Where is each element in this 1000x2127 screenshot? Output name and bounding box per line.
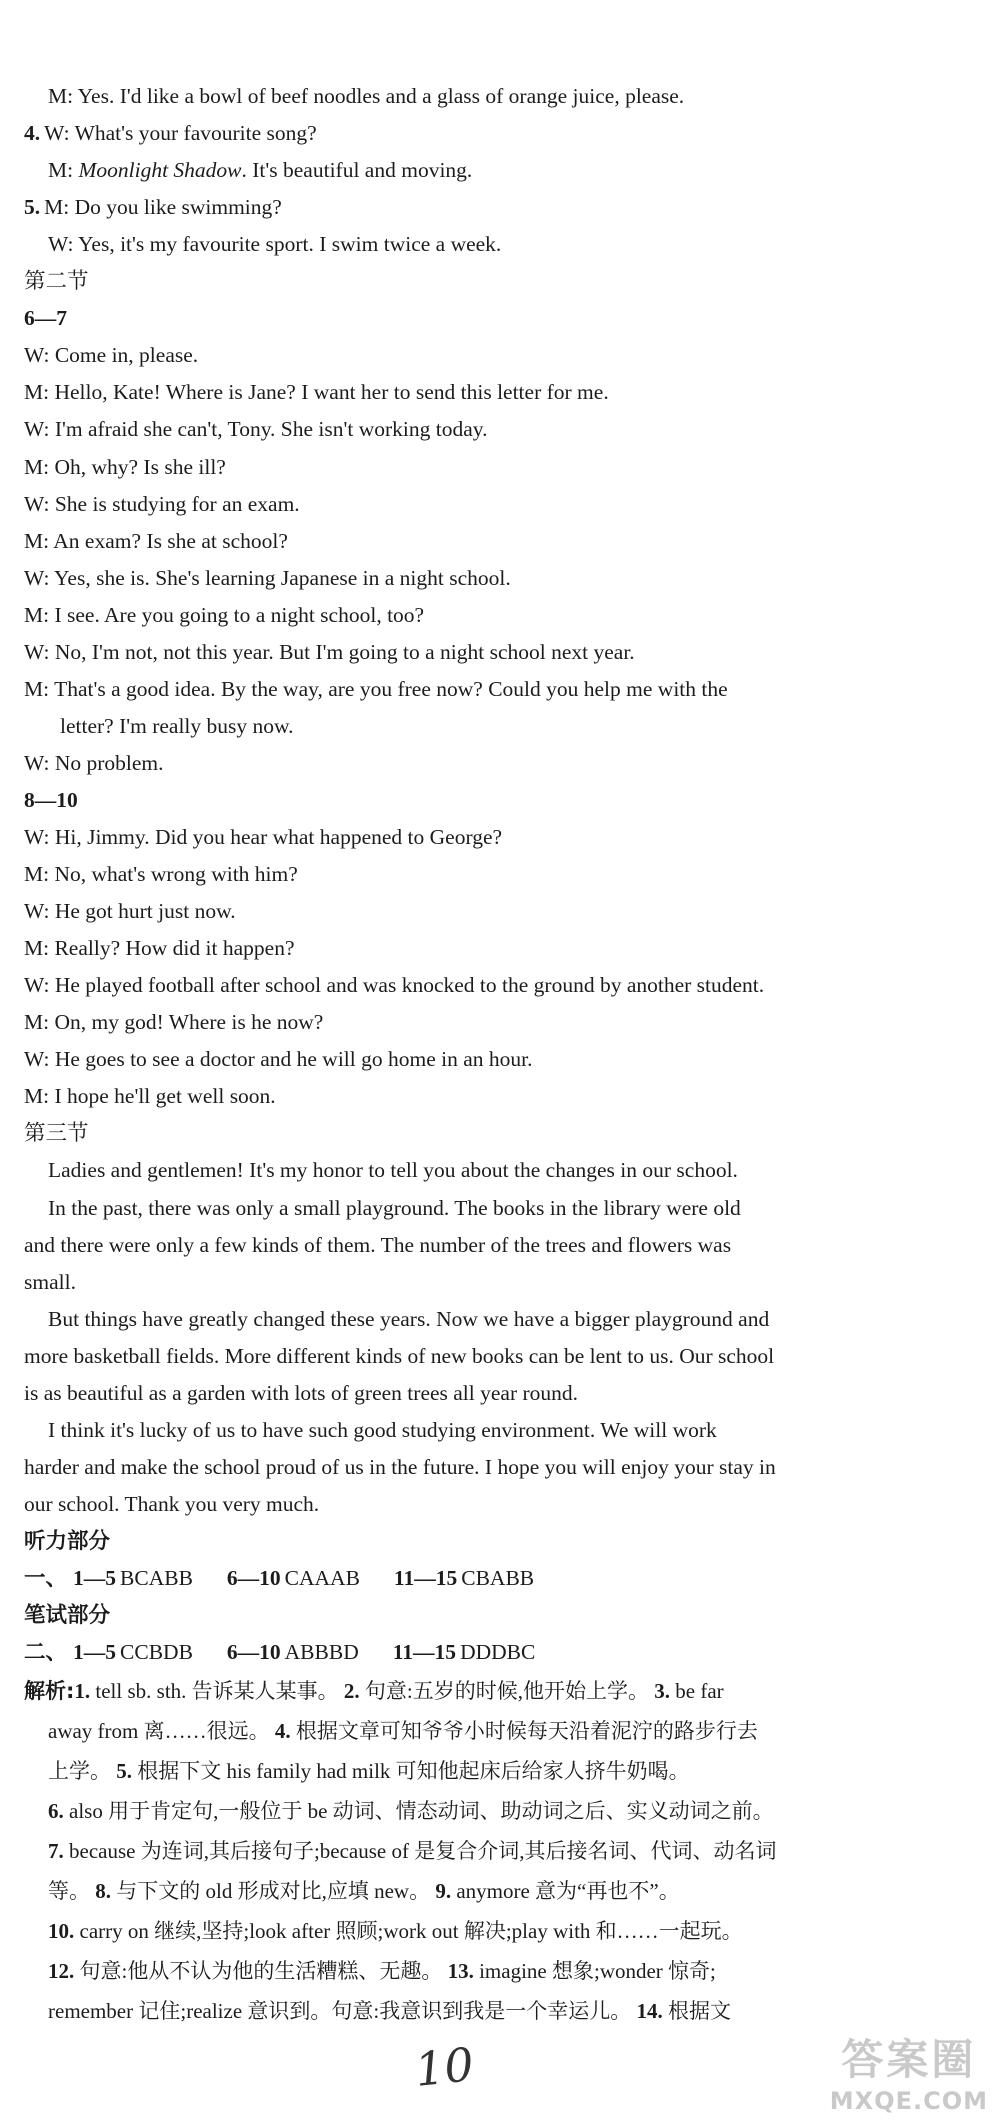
text-line [24, 1486, 930, 1523]
line-text: M: I hope he'll get well soon. [24, 1084, 276, 1109]
answer-letters: BCABB [120, 1566, 193, 1590]
explanation-text: be far [670, 1679, 724, 1704]
item-number: 14. [636, 1999, 663, 2024]
text-line [24, 560, 930, 597]
explanation-line [48, 1951, 930, 1991]
explanation-text: 上学。 [48, 1759, 117, 1784]
text-line [24, 1041, 930, 1078]
line-text: M: That's a good idea. By the way, are you free now? Could you help me with the [24, 676, 728, 701]
item-number: 8. [95, 1879, 111, 1904]
item-number: 13. [447, 1959, 474, 1984]
line-text: W: What's your favourite song? [44, 121, 317, 146]
line-text: I think it's lucky of us to have such good studying environment. We will work [48, 1417, 717, 1442]
text-run: . It's beautiful and moving. [241, 158, 473, 183]
answer-letters: CBABB [461, 1566, 535, 1590]
line-text: M: Yes. I'd like a bowl of beef noodles and a glass of orange juice, please. [48, 84, 685, 108]
answer-group [73, 1640, 193, 1664]
watermark-line2: MXQE.COM [829, 2087, 988, 2115]
watermark-line1: 答案圈 [841, 2035, 977, 2084]
item-number: 10. [48, 1919, 75, 1944]
line-text: W: She is studying for an exam. [24, 491, 300, 516]
explanation-line [48, 1871, 930, 1911]
line-text: W: He goes to see a doctor and he will go home in an hour. [24, 1047, 533, 1072]
line-text: more basketball fields. More different kinds of new books can be lent to us. Our school [24, 1343, 775, 1368]
answer-letters: CCBDB [120, 1640, 193, 1665]
listening-heading: 听力部分 [24, 1528, 111, 1554]
text-line [48, 1301, 930, 1338]
answer-letters: CAAAB [284, 1566, 360, 1590]
answer-range: 6—10 [226, 1566, 281, 1590]
explanation-text: 句意:他从不认为他的生活糟糕、无趣。 [74, 1959, 448, 1984]
text-line [48, 152, 930, 189]
text-line [24, 1115, 930, 1152]
answer-group [393, 1640, 536, 1664]
text-line [24, 856, 930, 893]
line-text: W: No problem. [24, 750, 164, 775]
answer-group [227, 1640, 359, 1664]
line-text: In the past, there was only a small playground. The books in the library were old [48, 1195, 741, 1220]
explanation-text: 根据下文 his family had milk 可知他起床后给家人挤牛奶喝。 [132, 1759, 690, 1784]
text-line [24, 300, 930, 337]
line-text: W: He got hurt just now. [24, 899, 236, 924]
item-number: 4. [24, 121, 41, 146]
explanation-line [48, 1831, 930, 1871]
line-text: small. [24, 1269, 76, 1294]
text-line [24, 967, 930, 1004]
written-answers [24, 1634, 930, 1671]
line-text: W: He played football after school and was knocked to the ground by another student. [24, 973, 765, 998]
line-text: harder and make the school proud of us in the future. I hope you will enjoy your stay in [24, 1454, 776, 1479]
line-text: W: No, I'm not, not this year. But I'm going to a night school next year. [24, 639, 635, 664]
answer-letters: ABBBD [284, 1640, 359, 1665]
explanation-line [48, 1911, 930, 1951]
answer-group [73, 1566, 193, 1590]
text-line [24, 1375, 930, 1412]
song-title: Moonlight Shadow [78, 158, 242, 183]
line-text: our school. Thank you very much. [24, 1491, 320, 1516]
explanation-label: 解析: [24, 1679, 75, 1704]
explanation-line [48, 1711, 930, 1751]
explanation-text: 等。 [48, 1879, 96, 1904]
text-line [24, 930, 930, 967]
line-text: W: Yes, it's my favourite sport. I swim twice a week. [48, 232, 502, 257]
answer-range: 1—5 [73, 1566, 117, 1590]
text-line [24, 819, 930, 856]
line-text: M: I see. Are you going to a night school, too? [24, 602, 425, 627]
explanation-line [48, 1791, 930, 1831]
text-line [24, 337, 930, 374]
text-line [24, 1227, 930, 1264]
explanation-text: 与下文的 old 形成对比,应填 new。 [111, 1879, 436, 1904]
line-text: W: Come in, please. [24, 343, 199, 368]
text-line [60, 708, 930, 745]
item-number: 5. [24, 195, 41, 220]
line-text: and there were only a few kinds of them. The number of the trees and flowers was [24, 1232, 732, 1257]
line-text: W: Hi, Jimmy. Did you hear what happened to George? [24, 825, 503, 849]
explanation-line [48, 1751, 930, 1791]
answer-range: 6—10 [226, 1640, 281, 1665]
line-text: M: No, what's wrong with him? [24, 862, 298, 887]
line-text: But things have greatly changed these years. Now we have a bigger playground and [48, 1306, 770, 1331]
line-text: M: An exam? Is she at school? [24, 528, 288, 553]
item-number: 7. [48, 1839, 64, 1864]
explanation-text: away from 离……很远。 [48, 1719, 275, 1744]
line-text: 8—10 [24, 787, 78, 812]
line-text: M: On, my god! Where is he now? [24, 1010, 324, 1035]
item-number: 9. [435, 1879, 452, 1904]
text-line [24, 449, 930, 486]
explanation-text: anymore 意为“再也不”。 [451, 1879, 680, 1904]
line-text: 6—7 [24, 306, 67, 331]
explanation-text: tell sb. sth. 告诉某人某事。 [90, 1679, 344, 1704]
line-text: W: I'm afraid she can't, Tony. She isn't working today. [24, 417, 488, 442]
text-line [24, 1338, 930, 1375]
text-line [24, 634, 930, 671]
watermark-logo [830, 2027, 988, 2115]
line-text: W: Yes, she is. She's learning Japanese in a night school. [24, 565, 511, 590]
line-text: letter? I'm really busy now. [60, 713, 294, 738]
text-line [24, 189, 930, 226]
written-heading: 笔试部分 [24, 1603, 111, 1629]
answer-letters: DDDBC [460, 1640, 536, 1665]
explanation-text: remember 记住;realize 意识到。句意:我意识到我是一个幸运儿。 [48, 1999, 637, 2024]
text-line [24, 115, 930, 152]
text-line [24, 782, 930, 819]
text-line [48, 78, 930, 115]
answer-range: 11—15 [393, 1566, 458, 1590]
explanation-text: 根据文章可知爷爷小时候每天沿着泥泞的路步行去 [290, 1719, 758, 1744]
text-line [24, 893, 930, 930]
item-number: 12. [48, 1959, 75, 1984]
section-label: 二、 [24, 1640, 68, 1666]
text-line [24, 745, 930, 782]
listening-answers [24, 1560, 930, 1597]
item-number: 1. [74, 1679, 91, 1704]
text-line [48, 226, 930, 263]
line-text: M: Oh, why? Is she ill? [24, 454, 226, 479]
text-line [24, 1078, 930, 1115]
answer-range: 11—15 [392, 1640, 457, 1665]
item-number: 5. [116, 1759, 132, 1784]
explanation-line [48, 1991, 930, 2031]
explanation-text: because 为连词,其后接句子;because of 是复合介词,其后接名词、代词、动名词 [63, 1839, 777, 1864]
text-line [48, 1412, 930, 1449]
text-line [24, 1264, 930, 1301]
explanation-text: 句意:五岁的时候,他开始上学。 [359, 1679, 655, 1704]
explanation-text: 根据文 [662, 1999, 731, 2024]
explanation-text: imagine 想象;wonder 惊奇; [473, 1959, 716, 1984]
text-line [48, 1190, 930, 1227]
item-number: 4. [274, 1719, 291, 1744]
explanation-text: also 用于肯定句,一般位于 be 动词、情态动词、助动词之后、实义动词之前。 [63, 1799, 774, 1824]
text-line [24, 1449, 930, 1486]
line-text: 第二节 [24, 269, 89, 295]
page-number: 10 [412, 2037, 477, 2097]
text-line [24, 411, 930, 448]
line-text: M: Really? How did it happen? [24, 936, 295, 961]
line-text: Ladies and gentlemen! It's my honor to tell you about the changes in our school. [48, 1158, 738, 1183]
answer-range: 1—5 [73, 1640, 117, 1665]
text-line [24, 523, 930, 560]
text-line [24, 671, 930, 708]
answer-group [227, 1566, 360, 1590]
text-line [24, 263, 930, 300]
answer-group [394, 1566, 534, 1590]
text-line [24, 597, 930, 634]
line-text: M: Hello, Kate! Where is Jane? I want her to send this letter for me. [24, 380, 609, 405]
text-line [24, 1004, 930, 1041]
text-line [24, 374, 930, 411]
item-number: 2. [343, 1679, 360, 1704]
text-line [24, 486, 930, 523]
line-text: M: Do you like swimming? [44, 195, 282, 220]
item-number: 3. [654, 1679, 671, 1704]
line-text: is as beautiful as a garden with lots of green trees all year round. [24, 1380, 579, 1405]
text-run: M: [48, 158, 79, 183]
explanation-line [24, 1671, 930, 1711]
explanation-text: carry on 继续,坚持;look after 照顾;work out 解决;play with 和……一起玩。 [74, 1919, 743, 1944]
line-text: 第三节 [24, 1121, 89, 1147]
section-label: 一、 [24, 1566, 68, 1591]
text-line [48, 1152, 930, 1189]
item-number: 6. [48, 1799, 64, 1824]
